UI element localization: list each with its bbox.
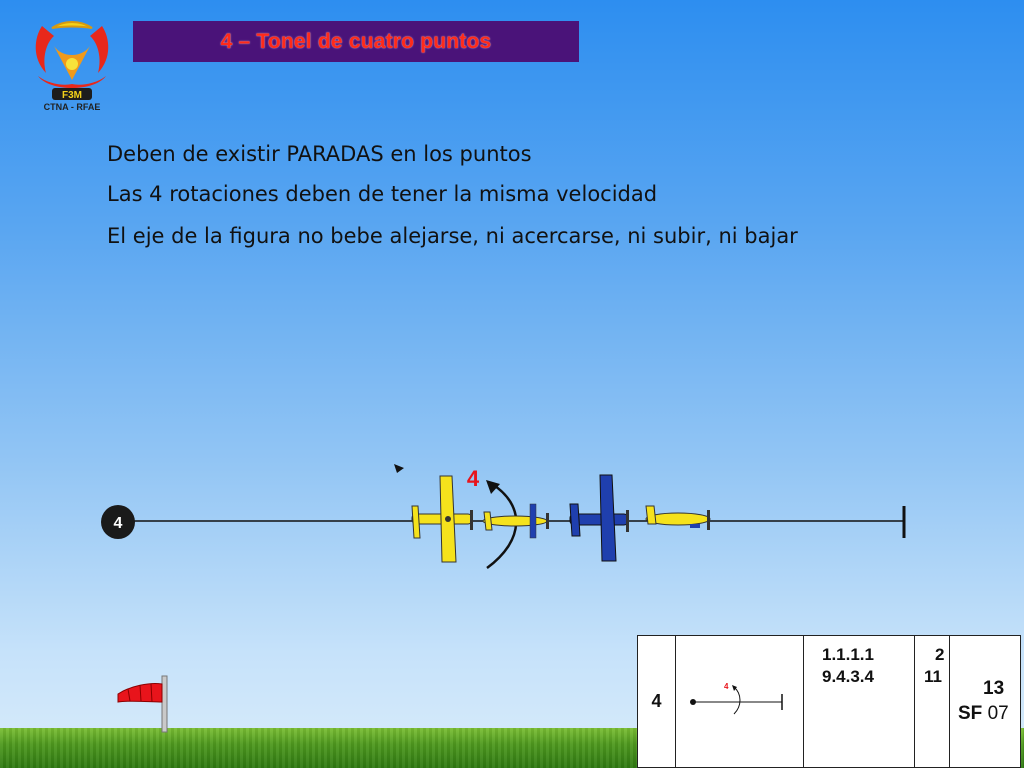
rule-line-2: Las 4 rotaciones deben de tener la misma velocidad (107, 182, 658, 206)
windsock-icon (110, 672, 174, 736)
catalog-code-1: 1.1.1.1 (822, 645, 874, 664)
slide-title-bar (133, 21, 579, 62)
slide-title: 4 – Tonel de cuatro puntos (220, 29, 492, 53)
yellow-plane-side-view-2-icon (646, 506, 710, 530)
f3m-logo-icon (24, 18, 120, 114)
rotation-count-label: 4 (466, 466, 480, 491)
mini-rotation-label: 4 (724, 682, 729, 691)
maneuver-diagram (0, 440, 1024, 590)
logo-caption: CTNA - RFAE (43, 102, 101, 112)
total-k-value: 13 (983, 678, 1005, 699)
yellow-plane-side-view-icon (483, 504, 549, 538)
k-value-1: 2 (935, 645, 945, 664)
blue-plane-top-view-icon (570, 475, 629, 561)
sf-value: 07 (987, 703, 1009, 724)
logo-badge-text: F3M (62, 90, 82, 101)
rule-line-3: El eje de la figura no bebe alejarse, ni acercarse, ni subir, ni bajar (107, 224, 798, 248)
table-mini-diagram-cell (676, 636, 804, 767)
k-value-2: 11 (924, 667, 942, 686)
catalog-code-2: 9.4.3.4 (822, 667, 874, 686)
scoring-table (637, 635, 1021, 768)
table-total (950, 636, 1020, 767)
rule-line-1: Deben de existir PARADAS en los puntos (107, 142, 532, 166)
table-catalog-codes (804, 636, 915, 767)
table-figure-number: 4 (638, 636, 676, 767)
table-k-values (915, 636, 950, 767)
small-pointer-icon (394, 464, 404, 473)
start-marker-label: 4 (113, 515, 123, 532)
yellow-plane-top-view-icon (412, 476, 473, 562)
sf-label: SF (958, 703, 983, 724)
mini-maneuver-diagram (676, 636, 802, 767)
